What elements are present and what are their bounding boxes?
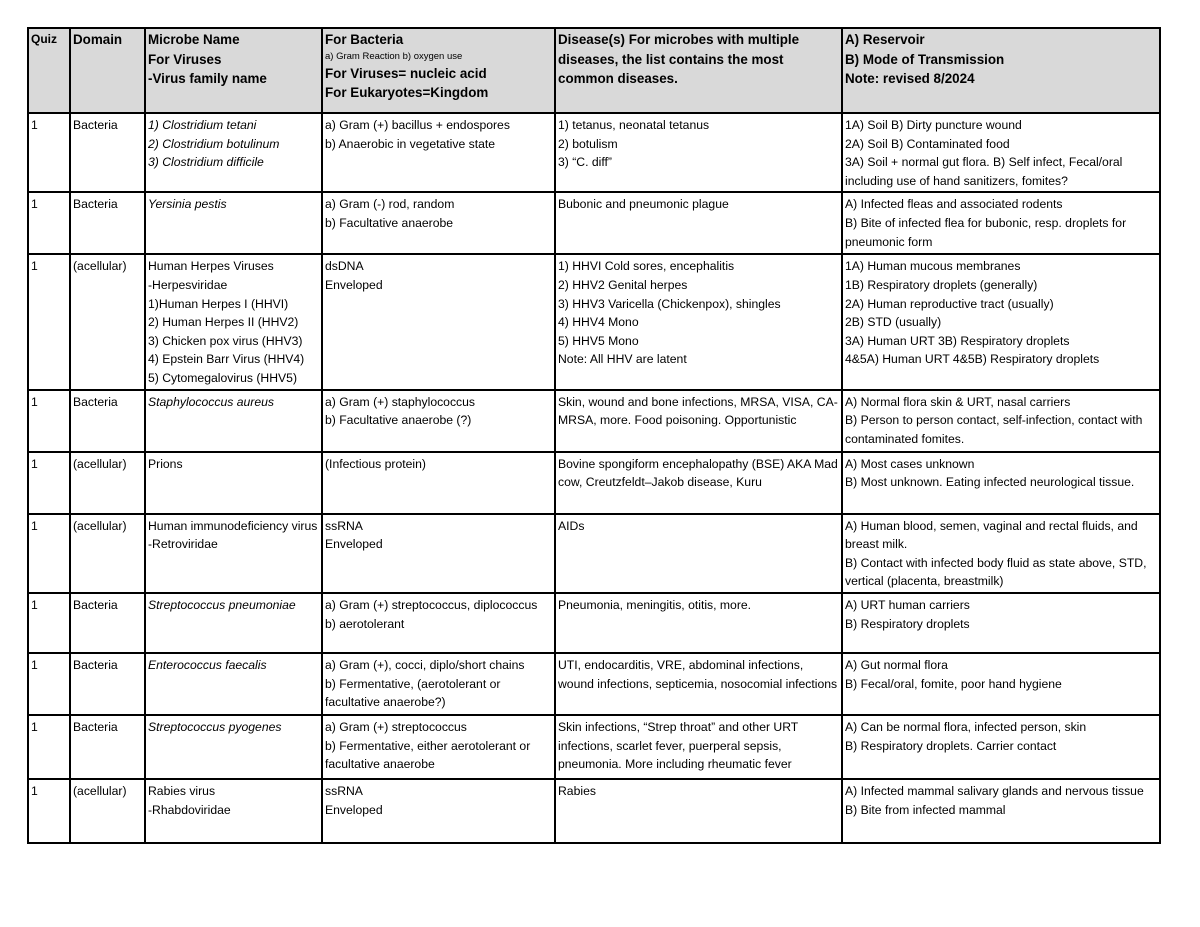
reservoir-line: 3A) Human URT 3B) Respiratory droplets [845,333,1070,348]
reservoir-cell [842,113,1160,192]
microbe-name-cell [145,514,322,593]
reservoir-line: A) URT human carriers [845,597,970,612]
characteristics-line: Enveloped [325,537,383,552]
disease-cell [555,593,842,653]
reservoir-line: B) Respiratory droplets [845,616,970,631]
microbe-name-line: 3) Clostridium difficile [148,155,264,170]
reservoir-line: B) Person to person contact, self-infection, contact with contaminated fomites. [845,413,1143,446]
microbe-name-cell [145,192,322,254]
microbe-name-line: 2) Human Herpes II (HHV2) [148,315,299,330]
header-row [28,28,1160,113]
microbe-name-line: 1) Clostridium tetani [148,118,257,132]
characteristics-line: ssRNA [325,518,363,533]
microbe-name-line: 3) Chicken pox virus (HHV3) [148,333,303,348]
table-row [28,390,1160,452]
disease-line: Skin infections, “Strep throat” and other URT infections, scarlet fever, puerperal sepsis, pneumonia. More including rheumatic fever [558,719,799,772]
reservoir-line: 2A) Human reproductive tract (usually) [845,296,1054,311]
reservoir-line: B) Contact with infected body fluid as state above, STD, vertical (placenta, breastmilk) [845,555,1147,589]
domain-cell: (acellular) [70,452,145,514]
microbe-name-line: Prions [148,456,183,471]
microbe-name-cell [145,779,322,843]
header-for-eukaryotes: For Eukaryotes=Kingdom [325,85,489,100]
reservoir-cell [842,715,1160,779]
quiz-cell: 1 [28,593,70,653]
disease-line: Skin, wound and bone infections, MRSA, VISA, CA-MRSA, more. Food poisoning. Opportunistic [558,394,838,428]
microbe-name-line: Streptococcus pneumoniae [148,597,296,612]
disease-line: 4) HHV4 Mono [558,315,639,330]
disease-cell [555,113,842,192]
disease-line: 3) “C. diff” [558,155,612,170]
header-domain: Domain [70,28,145,113]
characteristics-cell [322,514,555,593]
microbe-name-cell [145,452,322,514]
microbe-name-line: -Retroviridae [148,537,218,552]
disease-cell [555,715,842,779]
reservoir-line: 1A) Soil B) Dirty puncture wound [845,118,1022,132]
table-row [28,192,1160,254]
table-row [28,715,1160,779]
reservoir-line: A) Most cases unknown [845,456,975,471]
quiz-cell: 1 [28,452,70,514]
reservoir-line: B) Bite from infected mammal [845,802,1006,817]
characteristics-line: b) Fermentative, (aerotolerant or facultative anaerobe?) [325,676,501,710]
domain-cell: (acellular) [70,254,145,389]
characteristics-cell [322,254,555,389]
characteristics-cell [322,779,555,843]
header-for-bacteria-sub: a) Gram Reaction b) oxygen use [325,50,463,62]
disease-cell [555,514,842,593]
microbe-name-cell [145,653,322,715]
reservoir-line: A) Gut normal flora [845,657,948,672]
reservoir-line: A) Can be normal flora, infected person, skin [845,719,1087,734]
microbe-name-cell [145,254,322,389]
disease-cell [555,452,842,514]
disease-cell [555,390,842,452]
microbe-name-line: Human immunodeficiency virus [148,518,318,533]
characteristics-line: b) Facultative anaerobe (?) [325,413,472,428]
header-microbe-line: Microbe Name [148,32,240,47]
domain-cell: (acellular) [70,779,145,843]
table-row [28,593,1160,653]
quiz-cell: 1 [28,192,70,254]
characteristics-cell [322,452,555,514]
characteristics-line: a) Gram (+) streptococcus, diplococcus [325,597,538,612]
characteristics-line: ssRNA [325,783,363,798]
reservoir-line: B) Fecal/oral, fomite, poor hand hygiene [845,676,1062,691]
header-characteristics [322,28,555,113]
characteristics-line: a) Gram (+), cocci, diplo/short chains [325,657,525,672]
characteristics-line: b) Fermentative, either aerotolerant or facultative anaerobe [325,738,531,772]
characteristics-cell [322,593,555,653]
disease-line: 1) tetanus, neonatal tetanus [558,118,710,132]
quiz-cell: 1 [28,779,70,843]
microbe-name-cell [145,715,322,779]
domain-cell: Bacteria [70,653,145,715]
disease-line: 2) HHV2 Genital herpes [558,277,688,292]
header-microbe [145,28,322,113]
reservoir-line: B) Respiratory droplets. Carrier contact [845,738,1057,753]
characteristics-line: Enveloped [325,802,383,817]
microbe-name-line: -Rhabdoviridae [148,802,231,817]
reservoir-line: 3A) Soil + normal gut flora. B) Self infect, Fecal/oral including use of hand sanitizers, fomites? [845,155,1123,188]
reservoir-line: 1A) Human mucous membranes [845,259,1021,274]
disease-line: 5) HHV5 Mono [558,333,639,348]
characteristics-cell [322,113,555,192]
characteristics-cell [322,653,555,715]
header-for-viruses: For Viruses= nucleic acid [325,65,487,81]
characteristics-cell [322,715,555,779]
quiz-cell: 1 [28,254,70,389]
header-disease [555,28,842,113]
table-row [28,452,1160,514]
reservoir-line: A) Normal flora skin & URT, nasal carriers [845,394,1071,409]
microbe-name-line: 5) Cytomegalovirus (HHV5) [148,370,297,385]
reservoir-cell [842,593,1160,653]
header-for-bacteria: For Bacteria [325,32,404,47]
reservoir-cell [842,390,1160,452]
microbe-name-line: Staphylococcus aureus [148,394,275,409]
characteristics-line: b) Anaerobic in vegetative state [325,136,496,151]
disease-line: 2) botulism [558,136,618,151]
characteristics-line: b) aerotolerant [325,616,405,631]
reservoir-cell [842,779,1160,843]
reservoir-line: A) Human blood, semen, vaginal and rectal fluids, and breast milk. [845,518,1138,552]
disease-cell [555,254,842,389]
characteristics-line: b) Facultative anaerobe [325,215,454,230]
table-row [28,779,1160,843]
disease-line: Bubonic and pneumonic plague [558,197,729,212]
header-microbe-line: For Viruses [148,51,222,67]
disease-line: UTI, endocarditis, VRE, abdominal infections, wound infections, septicemia, nosocomial infections [558,657,838,691]
disease-line: Rabies [558,783,596,798]
reservoir-line: B) Most unknown. Eating infected neurological tissue. [845,475,1135,490]
table-body [28,113,1160,843]
domain-cell: (acellular) [70,514,145,593]
quiz-cell: 1 [28,514,70,593]
microbe-table [27,27,1161,844]
reservoir-cell [842,452,1160,514]
microbe-name-line: -Herpesviridae [148,277,228,292]
disease-line: AIDs [558,518,585,533]
microbe-name-cell [145,113,322,192]
microbe-name-cell [145,593,322,653]
quiz-cell: 1 [28,113,70,192]
microbe-name-line: 4) Epstein Barr Virus (HHV4) [148,352,305,367]
disease-line: Pneumonia, meningitis, otitis, more. [558,597,752,612]
quiz-cell: 1 [28,715,70,779]
microbe-name-line: 2) Clostridium botulinum [148,136,280,151]
characteristics-cell [322,390,555,452]
microbe-name-cell [145,390,322,452]
microbe-name-line: Enterococcus faecalis [148,657,267,672]
reservoir-line: 4&5A) Human URT 4&5B) Respiratory droplets [845,352,1100,367]
header-reservoir-line: B) Mode of Transmission [845,51,1005,67]
quiz-cell: 1 [28,390,70,452]
header-reservoir-line: A) Reservoir [845,32,925,47]
disease-line: 1) HHVI Cold sores, encephalitis [558,259,735,274]
microbe-name-line: Yersinia pestis [148,197,227,212]
microbe-name-line: Human Herpes Viruses [148,259,274,274]
header-reservoir-line: Note: revised 8/2024 [845,71,975,86]
header-disease-text: Disease(s) For microbes with multiple diseases, the list contains the most common diseases. [558,32,800,86]
reservoir-line: A) Infected fleas and associated rodents [845,197,1063,212]
domain-cell: Bacteria [70,593,145,653]
reservoir-cell [842,653,1160,715]
characteristics-line: a) Gram (+) streptococcus [325,719,467,734]
microbe-name-line: Rabies virus [148,783,216,798]
reservoir-cell [842,254,1160,389]
table-row [28,113,1160,192]
disease-line: Bovine spongiform encephalopathy (BSE) AKA Mad cow, Creutzfeldt–Jakob disease, Kuru [558,456,838,490]
disease-line: Note: All HHV are latent [558,352,687,367]
disease-cell [555,192,842,254]
domain-cell: Bacteria [70,715,145,779]
characteristics-cell [322,192,555,254]
disease-cell [555,653,842,715]
table-row [28,514,1160,593]
disease-line: 3) HHV3 Varicella (Chickenpox), shingles [558,296,781,311]
microbe-name-line: Streptococcus pyogenes [148,719,282,734]
reservoir-line: B) Bite of infected flea for bubonic, resp. droplets for pneumonic form [845,215,1127,249]
reservoir-line: 2B) STD (usually) [845,315,942,330]
characteristics-line: Enveloped [325,277,383,292]
table-row [28,653,1160,715]
disease-cell [555,779,842,843]
header-reservoir [842,28,1160,113]
domain-cell: Bacteria [70,390,145,452]
reservoir-cell [842,192,1160,254]
header-quiz: Quiz [28,28,70,113]
characteristics-line: a) Gram (-) rod, random [325,197,455,212]
characteristics-line: a) Gram (+) staphylococcus [325,394,476,409]
quiz-cell: 1 [28,653,70,715]
domain-cell: Bacteria [70,192,145,254]
domain-cell: Bacteria [70,113,145,192]
header-microbe-line: -Virus family name [148,71,267,86]
microbe-name-line: 1)Human Herpes I (HHVI) [148,296,289,311]
characteristics-line: dsDNA [325,259,364,274]
characteristics-line: a) Gram (+) bacillus + endospores [325,118,510,132]
reservoir-line: A) Infected mammal salivary glands and nervous tissue [845,783,1144,798]
reservoir-cell [842,514,1160,593]
reservoir-line: 1B) Respiratory droplets (generally) [845,277,1038,292]
characteristics-line: (Infectious protein) [325,456,426,471]
table-row [28,254,1160,389]
reservoir-line: 2A) Soil B) Contaminated food [845,136,1010,151]
